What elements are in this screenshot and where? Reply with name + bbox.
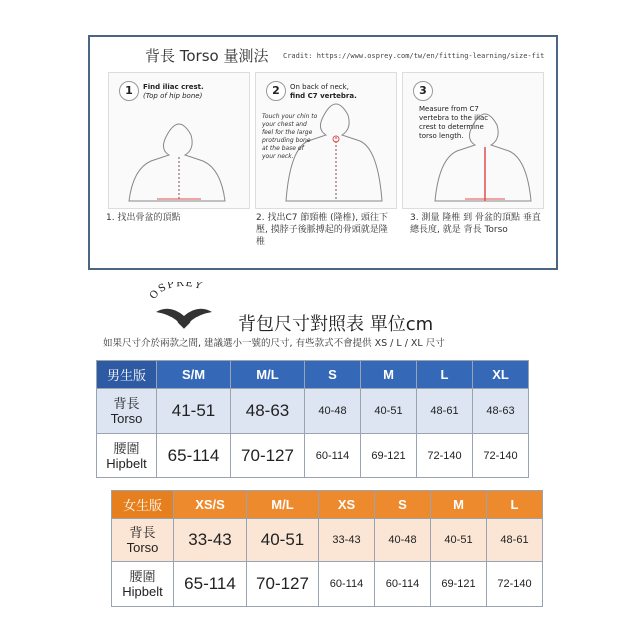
men-size-header: M — [361, 361, 417, 389]
row-label-zh: 背長 — [129, 525, 156, 540]
row-label-zh: 腰圍 — [113, 440, 140, 456]
row-label-en: Torso — [110, 411, 143, 426]
women-label: 女生版 — [112, 491, 174, 519]
table-cell: 69-121 — [431, 562, 487, 607]
men-size-header: S/M — [157, 361, 231, 389]
table-cell: 33-43 — [174, 519, 247, 562]
panel-title: 背長 Torso 量測法 — [145, 47, 269, 65]
women-size-header: XS — [319, 491, 375, 519]
table-cell: 41-51 — [157, 389, 231, 434]
table-cell: 40-51 — [431, 519, 487, 562]
step-2-badge: 2 — [266, 81, 286, 101]
step-2-line1: On back of neck, — [290, 83, 349, 91]
row-label-zh: 背長 — [113, 396, 140, 411]
table-cell: 48-61 — [417, 389, 473, 434]
men-hipbelt-row — [97, 434, 529, 478]
panel-credit: Cradit: https://www.osprey.com/tw/en/fitting-learning/size-fit — [283, 52, 545, 60]
step-2-note: Touch your chin to your chest and feel for the large protruding bone at the base of your neck. — [262, 113, 318, 160]
table-cell: 72-140 — [417, 434, 473, 478]
men-size-header: L — [417, 361, 473, 389]
table-cell: 65-114 — [157, 434, 231, 478]
table-cell: 60-114 — [375, 562, 431, 607]
row-label-zh: 腰圍 — [129, 569, 156, 584]
table-cell: 40-48 — [375, 519, 431, 562]
step-1-badge: 1 — [119, 81, 139, 101]
men-size-table — [96, 360, 529, 478]
step-3-illustration — [402, 72, 544, 209]
women-hipbelt-label — [112, 562, 174, 607]
men-size-header: S — [305, 361, 361, 389]
step-3-line1: Measure from C7 vertebra to the iliac crest to determine torso length. — [419, 105, 489, 140]
women-size-header: S — [375, 491, 431, 519]
step-2-line2: find C7 vertebra. — [290, 92, 357, 100]
table-cell: 40-48 — [305, 389, 361, 434]
men-header-row — [97, 361, 529, 389]
step-1-caption: 1. 找出骨盆的頂點 — [106, 213, 181, 223]
table-cell: 69-121 — [361, 434, 417, 478]
table-cell: 33-43 — [319, 519, 375, 562]
women-size-header: M/L — [247, 491, 319, 519]
men-hipbelt-label — [97, 434, 157, 478]
women-header-row — [112, 491, 543, 519]
step-2-caption: 2. 找出C7 節頸椎 (隆椎), 頭往下壓, 摸脖子後脈搏起的骨頭就是隆椎 — [256, 213, 388, 247]
women-size-header: L — [487, 491, 543, 519]
torso-measure-panel — [88, 35, 558, 270]
table-cell: 40-51 — [247, 519, 319, 562]
panel-header — [90, 45, 556, 69]
chart-subtitle: 如果尺寸介於兩款之間, 建議選小一號的尺寸, 有些款式不會提供 XS / L / XL 尺寸 — [103, 338, 445, 349]
svg-text:OSPREY: OSPREY — [148, 282, 205, 302]
table-cell: 48-63 — [473, 389, 529, 434]
table-cell: 48-61 — [487, 519, 543, 562]
table-cell: 72-140 — [487, 562, 543, 607]
men-size-header: M/L — [231, 361, 305, 389]
step-1-line2: (Top of hip bone) — [143, 92, 203, 100]
men-size-header: XL — [473, 361, 529, 389]
table-cell: 70-127 — [231, 434, 305, 478]
step-2-illustration — [255, 72, 397, 209]
women-size-header: M — [431, 491, 487, 519]
women-size-table — [111, 490, 543, 607]
women-torso-row — [112, 519, 543, 562]
men-label: 男生版 — [97, 361, 157, 389]
men-torso-label — [97, 389, 157, 434]
row-label-en: Hipbelt — [106, 455, 147, 471]
table-cell: 65-114 — [174, 562, 247, 607]
osprey-bird-icon — [148, 282, 220, 332]
women-size-header: XS/S — [174, 491, 247, 519]
step-3-badge: 3 — [413, 81, 433, 101]
table-cell: 72-140 — [473, 434, 529, 478]
table-cell: 60-114 — [305, 434, 361, 478]
row-label-en: Torso — [126, 540, 159, 555]
table-cell: 40-51 — [361, 389, 417, 434]
men-torso-row — [97, 389, 529, 434]
table-cell: 60-114 — [319, 562, 375, 607]
chart-title: 背包尺寸對照表 單位cm — [238, 314, 434, 335]
osprey-logo — [148, 282, 220, 332]
table-cell: 48-63 — [231, 389, 305, 434]
row-label-en: Hipbelt — [122, 584, 163, 599]
step-3-caption: 3. 測量 隆椎 到 骨盆的頂點 垂直 總長度, 就是 背長 Torso — [410, 213, 541, 235]
women-torso-label — [112, 519, 174, 562]
table-cell: 70-127 — [247, 562, 319, 607]
women-hipbelt-row — [112, 562, 543, 607]
step-1-line1: Find iliac crest. — [143, 83, 204, 91]
step-1-illustration — [108, 72, 250, 209]
